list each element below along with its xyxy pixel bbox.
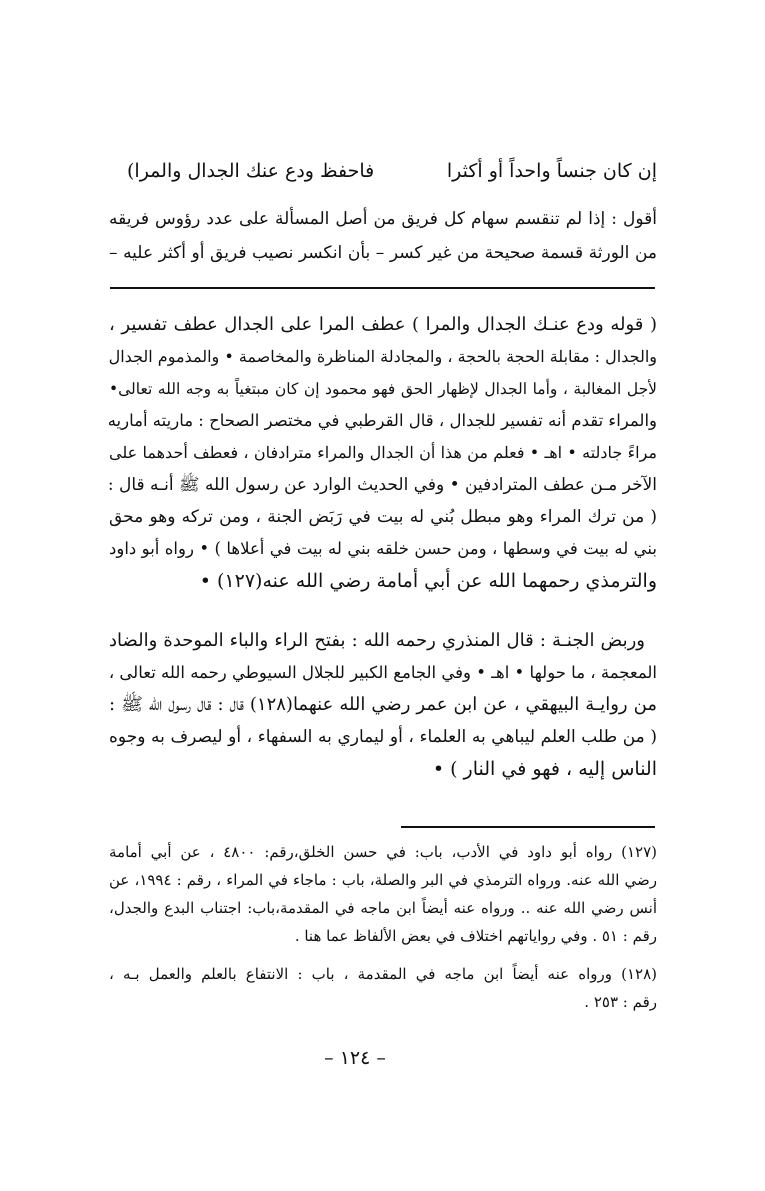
poem-hemistich-second: فاحفظ ودع عنك الجدال والمرا): [127, 160, 375, 182]
footnote-127-line: رضي الله عنه. ورواه الترمذي في البر والصلة، باب : ماجاء في المراء ، رقم : ١٩٩٤، عن: [109, 871, 657, 889]
note-line: من روايـة البيهقي ، عن ابن عمر رضي الله عنهما(١٢٨) قال : قال رسول الله ﷺ :: [109, 694, 657, 715]
note-line: والمراء تقدم أنه تفسير للجدال ، قال القرطبي في مختصر الصحاح : ماريته أماريه: [107, 411, 657, 430]
commentary-line: أقول : إذا لم تنقسم سهام كل فريق من أصل المسألة على عدد رؤوس فريقه: [109, 209, 657, 229]
footnote-127-line: (١٢٧) رواه أبو داود في الأدب، باب: في حسن الخلق،رقم: ٤٨٠٠ ، عن أبي أمامة: [109, 843, 657, 861]
poem-verse: [109, 160, 657, 192]
note-line: والترمذي رحمهما الله عن أبي أمامة رضي الله عنه(١٢٧) •: [199, 570, 657, 592]
page-number: – ١٢٤ –: [324, 1047, 386, 1069]
note-line: المعجمة ، ما حولها • اهـ • وفي الجامع الكبير للجلال السيوطي رحمه الله تعالى ،: [108, 663, 657, 682]
footnote-128-line: رقم : ٢٥٣ .: [584, 993, 657, 1011]
note-line: وربض الجنـة : قال المنذري رحمه الله : بفتح الراء والباء الموحدة والضاد: [109, 630, 645, 651]
poem-hemistich-first: إن كان جنساً واحداً أو أكثرا: [446, 160, 657, 182]
footnote-128-line: (١٢٨) ورواه عنه أيضاً ابن ماجه في المقدمة ، باب : الانتفاع بالعلم والعمل بـه ،: [109, 965, 657, 983]
commentary-line: من الورثة قسمة صحيحة من غير كسر – بأن انكسر نصيب فريق أو أكثر عليه –: [109, 243, 657, 263]
note-line: والجدال : مقابلة الحجة بالحجة ، والمجادلة المناظرة والمخاصمة • والمذموم الجدال: [108, 347, 657, 366]
note-line: لأجل المغالبة ، وأما الجدال لإظهار الحق فهو محمود إن كان مبتغياً به وجه الله تعالى•: [109, 380, 657, 398]
main-divider-rule: [110, 287, 655, 289]
footnote-divider-rule: [401, 826, 655, 828]
note-line: ( قوله ودع عنـك الجدال والمرا ) عطف المرا على الجدال عطف تفسير ،: [109, 314, 657, 335]
footnote-127-line: أنس رضي الله عنه .. ورواه عنه أيضاً ابن ماجه في المقدمة،باب: اجتناب البدع والجدل،: [109, 899, 657, 917]
note-line: مراءً جادلته • اهـ • فعلم من هذا أن الجدال والمراء مترادفان ، فعطف أحدهما على: [109, 443, 657, 462]
note-line: ( من طلب العلم ليباهي به العلماء ، أو ليماري به السفهاء ، أو ليصرف به وجوه: [109, 727, 657, 747]
note-line: الآخر مـن عطف المترادفين • وفي الحديث الوارد عن رسول الله ﷺ أنـه قال :: [107, 475, 657, 495]
footnote-127-line: رقم : ٥١ . وفي رواياتهم اختلاف في بعض الألفاظ عما هنا .: [294, 927, 657, 945]
note-line: ( من ترك المراء وهو مبطل بُني له بيت في رَبَض الجنة ، ومن تركه وهو محق: [109, 507, 657, 527]
note-line: بني له بيت في وسطها ، ومن حسن خلقه بني له بيت في أعلاها ) • رواه أبو داود: [109, 539, 657, 558]
note-line: الناس إليه ، فهو في النار ) •: [432, 758, 657, 780]
